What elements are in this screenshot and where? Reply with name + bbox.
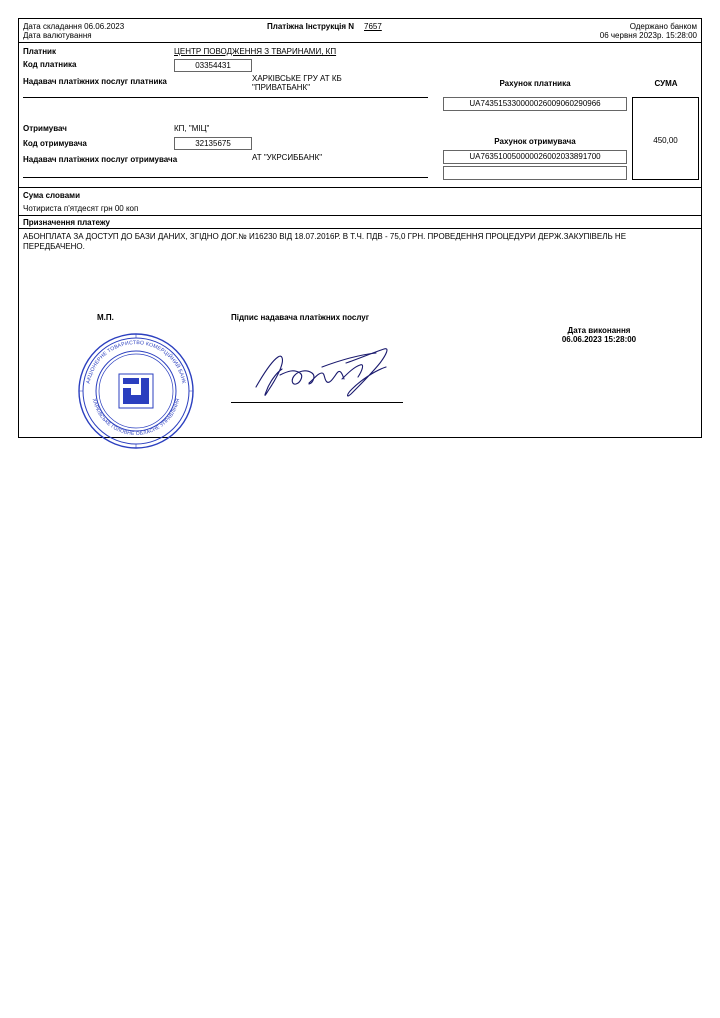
svg-text:АКЦІОНЕРНЕ ТОВАРИСТВО КОМЕРЦІЙ: АКЦІОНЕРНЕ ТОВАРИСТВО КОМЕРЦІЙНИЙ БАНК bbox=[85, 339, 187, 385]
payer-code-value: 03354431 bbox=[174, 59, 252, 72]
sum-words-divider-top bbox=[19, 187, 701, 188]
amount-header: СУМА bbox=[654, 79, 678, 88]
execution-date-label: Дата виконання bbox=[567, 326, 631, 335]
purpose-text: АБОНПЛАТА ЗА ДОСТУП ДО БАЗИ ДАНИХ, ЗГІДНО ДОГ.№ И16230 ВІД 18.07.2016Р. В Т.Ч. ПДВ - 75,0 ГРН. ПРОВЕДЕННЯ ПРОЦЕДУРИ ДЕРЖ.ЗАКУПІВЕЛЬ НЕ ПЕРЕДБАЧЕНО. bbox=[23, 232, 627, 251]
receiver-code-label: Код отримувача bbox=[23, 139, 87, 148]
receiver-code-value: 32135675 bbox=[174, 137, 252, 150]
execution-datetime: 06.06.2023 15:28:00 bbox=[561, 335, 637, 344]
receiver-name: КП, "МІЦ" bbox=[174, 124, 210, 133]
receiver-account-header: Рахунок отримувача bbox=[494, 137, 576, 146]
bank-stamp-icon bbox=[76, 331, 196, 451]
compose-date: Дата складання 06.06.2023 bbox=[23, 22, 125, 31]
purpose-divider bbox=[19, 228, 701, 229]
receiver-account-empty-box bbox=[443, 166, 627, 180]
receiver-account-value: UA763510050000026002033891700 bbox=[443, 150, 627, 164]
payer-account-header: Рахунок платника bbox=[499, 79, 571, 88]
payer-name: ЦЕНТР ПОВОДЖЕННЯ З ТВАРИНАМИ, КП bbox=[174, 47, 337, 56]
sum-in-words-value: Чотириста п'ятдесят грн 00 коп bbox=[23, 204, 139, 213]
header-divider bbox=[19, 42, 701, 43]
amount-box bbox=[632, 97, 699, 180]
document-number: 7657 bbox=[364, 22, 382, 31]
received-by-bank-label: Одержано банком bbox=[629, 22, 697, 31]
payer-account-value: UA743515330000026009060290966 bbox=[443, 97, 627, 111]
payer-bank-line1: ХАРКІВСЬКЕ ГРУ АТ КБ bbox=[252, 74, 342, 83]
payer-block-divider bbox=[23, 97, 428, 98]
handwritten-signature bbox=[234, 339, 424, 409]
received-by-bank-datetime: 06 червня 2023р. 15:28:00 bbox=[599, 31, 697, 40]
payer-code-label: Код платника bbox=[23, 60, 77, 69]
sum-in-words-label: Сума словами bbox=[23, 191, 81, 200]
signature-label: Підпис надавача платіжних послуг bbox=[231, 313, 370, 322]
receiver-label: Отримувач bbox=[23, 124, 67, 133]
receiver-bank-name: АТ "УКРСИББАНК" bbox=[252, 153, 323, 162]
receiver-bank-label: Надавач платіжних послуг отримувача bbox=[23, 155, 178, 164]
payer-label: Платник bbox=[23, 47, 56, 56]
payment-instruction-document bbox=[18, 18, 702, 438]
stamp-place-label: М.П. bbox=[97, 313, 114, 322]
sum-words-divider-bottom bbox=[19, 215, 701, 216]
value-date: Дата валютування bbox=[23, 31, 92, 40]
document-header bbox=[19, 19, 701, 43]
receiver-block-divider bbox=[23, 177, 428, 178]
svg-text:ХАРКІВСЬКЕ ГОЛОВНЕ ОБЛАСНЕ УПР: ХАРКІВСЬКЕ ГОЛОВНЕ ОБЛАСНЕ УПРАВЛІННЯ bbox=[90, 397, 182, 438]
payer-bank-label: Надавач платіжних послуг платника bbox=[23, 77, 167, 86]
amount-value: 450,00 bbox=[653, 136, 678, 145]
purpose-label: Призначення платежу bbox=[23, 218, 111, 227]
payer-bank-line2: "ПРИВАТБАНК" bbox=[252, 83, 311, 92]
document-title: Платіжна Інструкція N bbox=[267, 22, 355, 31]
